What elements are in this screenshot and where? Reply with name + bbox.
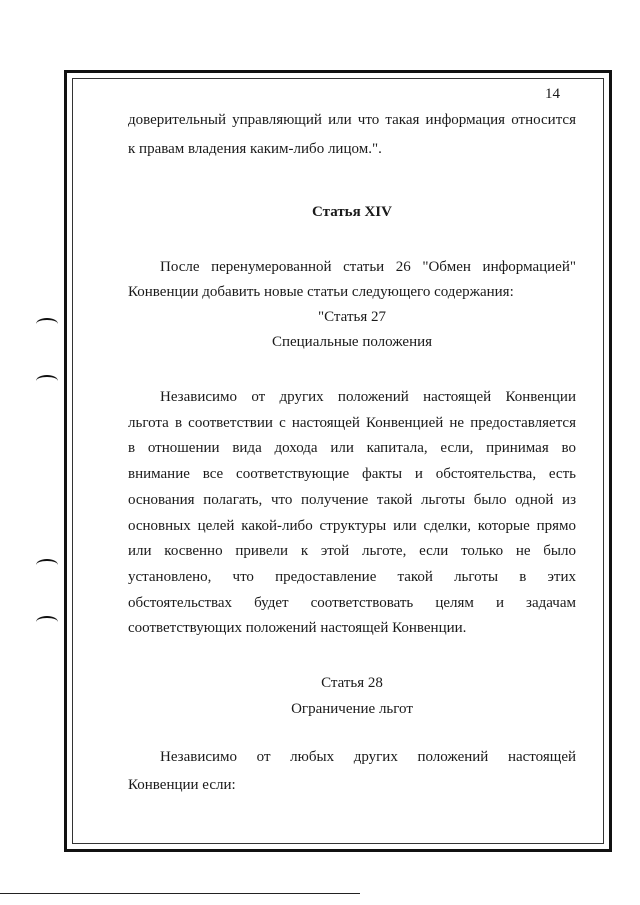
punch-hole-mark xyxy=(36,616,58,628)
text-line: После перенумерованной статьи 26 "Обмен информацией" xyxy=(160,259,576,275)
text-line: основных целей какой-либо структуры или сделки, которые прямо xyxy=(128,518,576,534)
text-line: Конвенции добавить новые статьи следующего содержания: xyxy=(128,284,514,300)
punch-hole-mark xyxy=(36,559,58,571)
text-line: доверительный управляющий или что такая информация относится xyxy=(128,112,576,128)
article-title: Статья 28 xyxy=(321,675,383,691)
article-title: "Статья 27 xyxy=(318,309,386,325)
text-line: в отношении вида дохода или капитала, если, принимая во xyxy=(128,440,576,456)
punch-hole-mark xyxy=(36,375,58,387)
text-line: Независимо от других положений настоящей Конвенции xyxy=(160,389,576,405)
bottom-edge-line xyxy=(0,893,360,894)
page-number: 14 xyxy=(545,86,560,102)
punch-hole-mark xyxy=(36,318,58,330)
text-line: обстоятельствах будет соответствовать целям и задачам xyxy=(128,595,576,611)
article-heading: Статья XIV xyxy=(312,204,392,220)
article-subtitle: Специальные положения xyxy=(271,334,433,350)
text-line: Независимо от любых других положений настоящей xyxy=(160,749,576,765)
article-subtitle: Ограничение льгот xyxy=(291,701,413,717)
text-line: соответствующих положений настоящей Конвенции. xyxy=(128,620,467,636)
page-border-inner xyxy=(72,78,604,844)
text-line: или косвенно привели к этой льготе, если только не было xyxy=(128,543,576,559)
text-line: основания полагать, что получение такой льготы было одной из xyxy=(128,492,576,508)
text-line: к правам владения каким-либо лицом.". xyxy=(128,141,382,157)
text-line: Конвенции если: xyxy=(128,777,236,793)
text-line: льгота в соответствии с настоящей Конвенцией не предоставляется xyxy=(128,415,576,431)
text-line: внимание все соответствующие факты и обстоятельства, есть xyxy=(128,466,576,482)
text-line: установлено, что предоставление такой льготы в этих xyxy=(128,569,576,585)
